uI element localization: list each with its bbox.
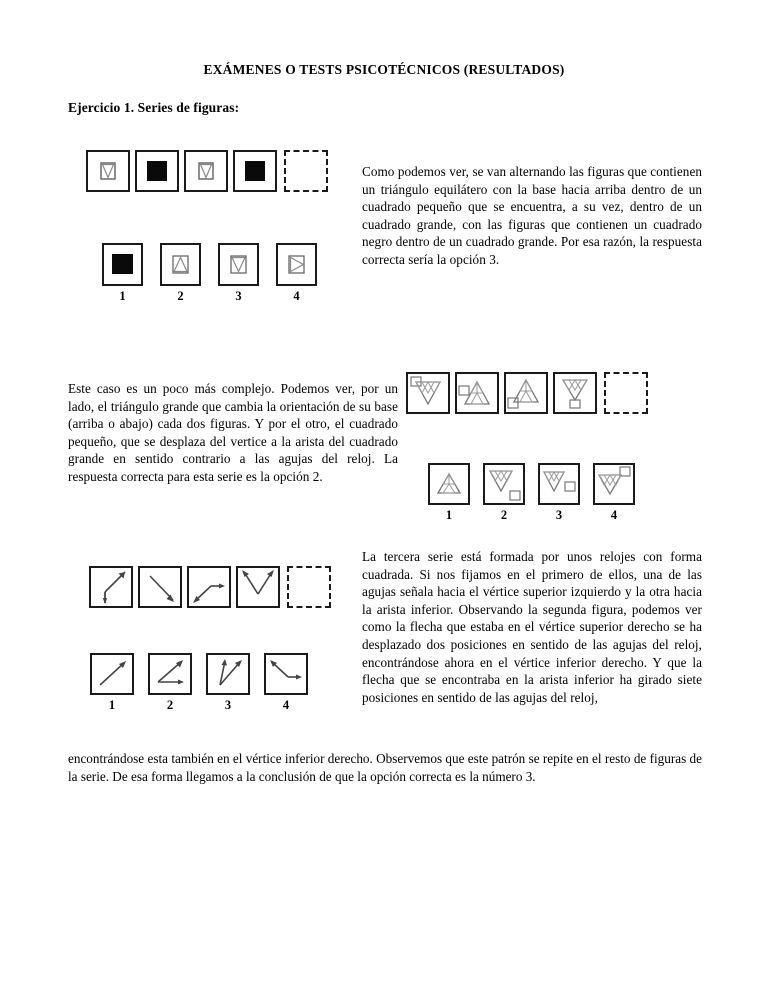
option-label: 4 — [282, 698, 290, 712]
option-label: 4 — [610, 508, 618, 522]
option-label: 1 — [108, 698, 116, 712]
paragraph-series-2: Este caso es un poco más complejo. Podemos ver, por un lado, el triángulo grande que cambia la orientación de su base (arriba o abajo) cada dos figuras. Y por el otro, el cuadrado pequeño, que se desplaza del vertice a la arista del cuadrado grande en sentido contrario a las agujas del reloj. La respuesta correcta para esta serie es la opción 2. — [68, 381, 398, 484]
series-3-figures — [89, 566, 331, 608]
series-2-option-2[interactable] — [483, 463, 525, 523]
series-2-option-3[interactable] — [538, 463, 580, 523]
series-1-item-2 — [135, 150, 179, 192]
option-label: 2 — [166, 698, 174, 712]
series-1-item-missing — [284, 150, 328, 192]
series-2-item-1 — [406, 372, 450, 414]
series-2-option-1[interactable] — [428, 463, 470, 523]
series-2-figures — [406, 372, 648, 414]
option-label: 3 — [555, 508, 563, 522]
option-label: 2 — [177, 289, 184, 303]
series-2-options — [428, 463, 635, 523]
paragraph-series-3: La tercera serie está formada por unos relojes con forma cuadrada. Si nos fijamos en el primero de ellos, una de las agujas señala hacia el vértice superior izquierdo y la otra hacia la arista inferior. Observando la segunda figura, podemos ver como la flecha que estaba en el vértice superior derecho se ha desplazado dos posiciones en sentido de las agujas del reloj, encontrándose ahora en el vértice inferior derecho. Y que la flecha que se encontraba en la arista inferior ha girado siete posiciones en sentido de las agujas del reloj, — [362, 549, 702, 705]
series-3-item-3 — [187, 566, 231, 608]
option-label: 3 — [235, 289, 242, 303]
series-3-item-4 — [236, 566, 280, 608]
series-3-option-1[interactable] — [90, 653, 134, 713]
series-1-item-3 — [184, 150, 228, 192]
series-2-item-4 — [553, 372, 597, 414]
option-label: 4 — [293, 289, 300, 303]
option-label: 1 — [445, 508, 453, 522]
page-title: EXÁMENES O TESTS PSICOTÉCNICOS (RESULTADOS) — [203, 62, 565, 77]
option-label: 1 — [119, 289, 126, 303]
series-1-option-3[interactable] — [218, 243, 259, 304]
paragraph-series-3-continued: encontrándose esta también en el vértice inferior derecho. Observemos que este patrón se repite en el resto de figuras de la serie. De esa forma llegamos a la conclusión de que la opción correcta es la número 3. — [68, 751, 702, 784]
series-1-item-1 — [86, 150, 130, 192]
series-3-option-2[interactable] — [148, 653, 192, 713]
exercise-heading: Ejercicio 1. Series de figuras: — [68, 100, 240, 115]
series-3-item-1 — [89, 566, 133, 608]
series-1-figures — [86, 150, 328, 192]
series-2-item-2 — [455, 372, 499, 414]
series-3-option-3[interactable] — [206, 653, 250, 713]
option-label: 2 — [500, 508, 508, 522]
series-2-item-3 — [504, 372, 548, 414]
series-3-option-4[interactable] — [264, 653, 308, 713]
series-1-option-1[interactable] — [102, 243, 143, 304]
series-2-option-4[interactable] — [593, 463, 635, 523]
series-1-item-4 — [233, 150, 277, 192]
option-label: 3 — [224, 698, 232, 712]
series-3-item-2 — [138, 566, 182, 608]
series-3-item-missing — [287, 566, 331, 608]
series-1-options — [102, 243, 317, 304]
series-1-option-4[interactable] — [276, 243, 317, 304]
paragraph-series-1: Como podemos ver, se van alternando las figuras que contienen un triángulo equilátero con la base hacia arriba dentro de un cuadrado pequeño que se encuentra, a su vez, dentro de un cuadrado grande, con las figuras que contienen un cuadrado negro dentro de un cuadrado grande. Por esa razón, la respuesta correcta sería la opción 3. — [362, 164, 702, 267]
series-2-item-missing — [604, 372, 648, 414]
series-1-option-2[interactable] — [160, 243, 201, 304]
series-3-options — [90, 653, 308, 713]
